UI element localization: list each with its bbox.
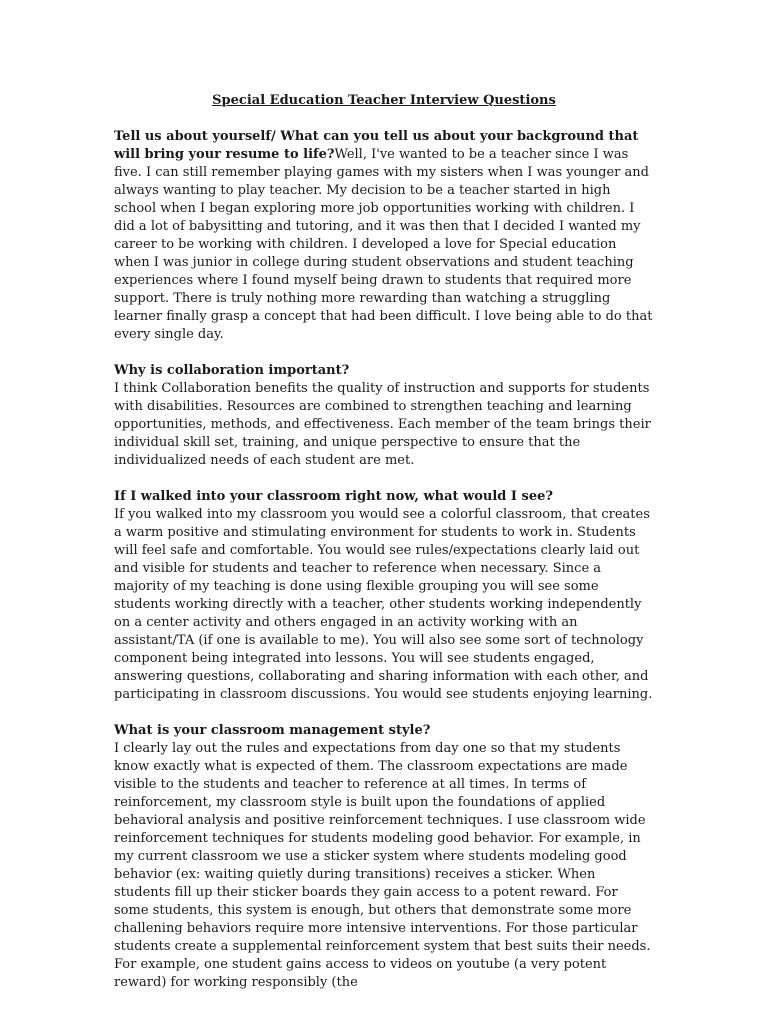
question-heading: Why is collaboration important?	[114, 363, 350, 378]
qa-section-management	[114, 722, 654, 992]
qa-section-classroom	[114, 488, 654, 704]
document-title: Special Education Teacher Interview Questions	[212, 93, 556, 108]
qa-section-collaboration	[114, 362, 654, 470]
answer-text: If you walked into my classroom you would see a colorful classroom, that creates a warm positive and stimulating environment for students to work in. Students will feel safe and comfortable. You would see rules/expectations clearly laid out and visible for students and teacher to reference when necessary. Since a majority of my teaching is done using flexible grouping you will see some students working directly with a teacher, other students working independently on a center activity and others engaged in an activity working with an assistant/TA (if one is available to me). You will also see some sort of technology component being integrated into lessons. You will see students engaged, answering questions, collaborating and sharing information with each other, and participating in classroom discussions. You would see students enjoying learning.	[114, 507, 653, 702]
question-heading: If I walked into your classroom right now, what would I see?	[114, 489, 553, 504]
answer-text: Well, I've wanted to be a teacher since I was five. I can still remember playing games with my sisters when I was younger and always wanting to play teacher. My decision to be a teacher started in high school when I began exploring more job opportunities working with children. I did a lot of babysitting and tutoring, and it was then that I decided I wanted my career to be working with children. I developed a love for Special education when I was junior in college during student observations and student teaching experiences where I found myself being drawn to students that required more support. There is truly nothing more rewarding than watching a struggling learner finally grasp a concept that had been difficult. I love being able to do that every single day.	[114, 147, 653, 342]
question-heading: Tell us about yourself/ What can you tell us about your background that will bring your resume to life?	[114, 129, 639, 162]
answer-text: I think Collaboration benefits the quality of instruction and supports for students with disabilities. Resources are combined to strengthen teaching and learning opportunities, methods, and effectiveness. Each member of the team brings their individual skill set, training, and unique perspective to ensure that the individualized needs of each student are met.	[114, 381, 651, 468]
document-body	[114, 92, 654, 1010]
answer-text: I clearly lay out the rules and expectations from day one so that my students know exactly what is expected of them. The classroom expectations are made visible to the students and teacher to reference at all times. In terms of reinforcement, my classroom style is built upon the foundations of applied behavioral analysis and positive reinforcement techniques. I use classroom wide reinforcement techniques for students modeling good behavior. For example, in my current classroom we use a sticker system where students modeling good behavior (ex: waiting quietly during transitions) receives a sticker. When students fill up their sticker boards they gain access to a potent reward. For some students, this system is enough, but others that demonstrate some more challening behaviors require more intensive interventions. For those particular students create a supplemental reinforcement system that best suits their needs. For example, one student gains access to videos on youtube (a very potent reward) for working responsibly (the	[114, 741, 651, 990]
qa-section-background	[114, 128, 654, 344]
question-heading: What is your classroom management style?	[114, 723, 431, 738]
